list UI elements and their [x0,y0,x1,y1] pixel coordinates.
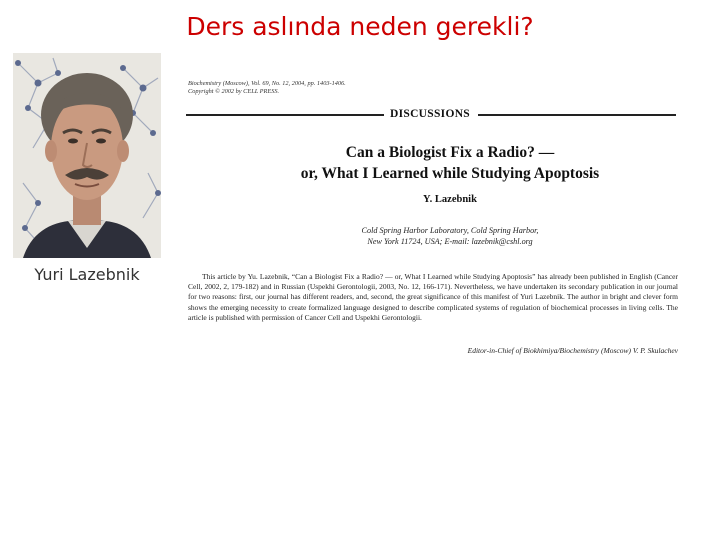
journal-reference [188,80,438,95]
section-rule-right [478,114,676,116]
portrait-illustration [13,53,161,258]
affiliation-line-2: New York 11724, USA; E-mail: lazebnik@cshl.org [367,236,533,246]
portrait-photo [13,53,161,258]
section-rule-left [186,114,384,116]
article-title-line-2: or, What I Learned while Studying Apoptosis [300,165,600,182]
journal-reference-line-2: Copyright © 2002 by CELL PRESS. [188,87,280,95]
article-title-line-1: Can a Biologist Fix a Radio? — [345,144,555,161]
journal-reference-line-1: Biochemistry (Moscow), Vol. 69, No. 12, 2004, pp. 1403-1406. [188,80,346,87]
editor-note: This article by Yu. Lazebnik, “Can a Biologist Fix a Radio? — or, What I Learned while Studying Apoptosis” has already been published in English (Cancer Cell, 2002, 2, 179-182) and in Russian (Uspekhi Gerontologii, 2003, No. 12, 166-171). Nevertheless, we have undertaken its secondary publication in our journal for two reasons: first, our journal has different readers, and, second, the great significance of this manifest of Yuri Lazebnik. The author in bright and clever form shows the emerging necessity to create formalized language designed to describe complicated systems of regulation of biochemical processes in living cells. The article is published with permission of Cancer Cell and Uspekhi Gerontologii. [188,272,678,322]
article-excerpt [180,70,682,370]
article-author: Y. Lazebnik [423,194,477,205]
section-label: DISCUSSIONS [390,108,470,120]
article-title [300,142,600,184]
author-affiliation [300,226,600,247]
photo-caption-text: Yuri Lazebnik [34,265,140,284]
affiliation-line-1: Cold Spring Harbor Laboratory, Cold Spring Harbor, [361,226,539,235]
editor-signature: Editor-in-Chief of Biokhimiya/Biochemistry (Moscow) V. P. Skulachev [467,346,678,355]
photo-caption [13,262,161,288]
slide-title: Ders aslında neden gerekli? [186,12,534,41]
